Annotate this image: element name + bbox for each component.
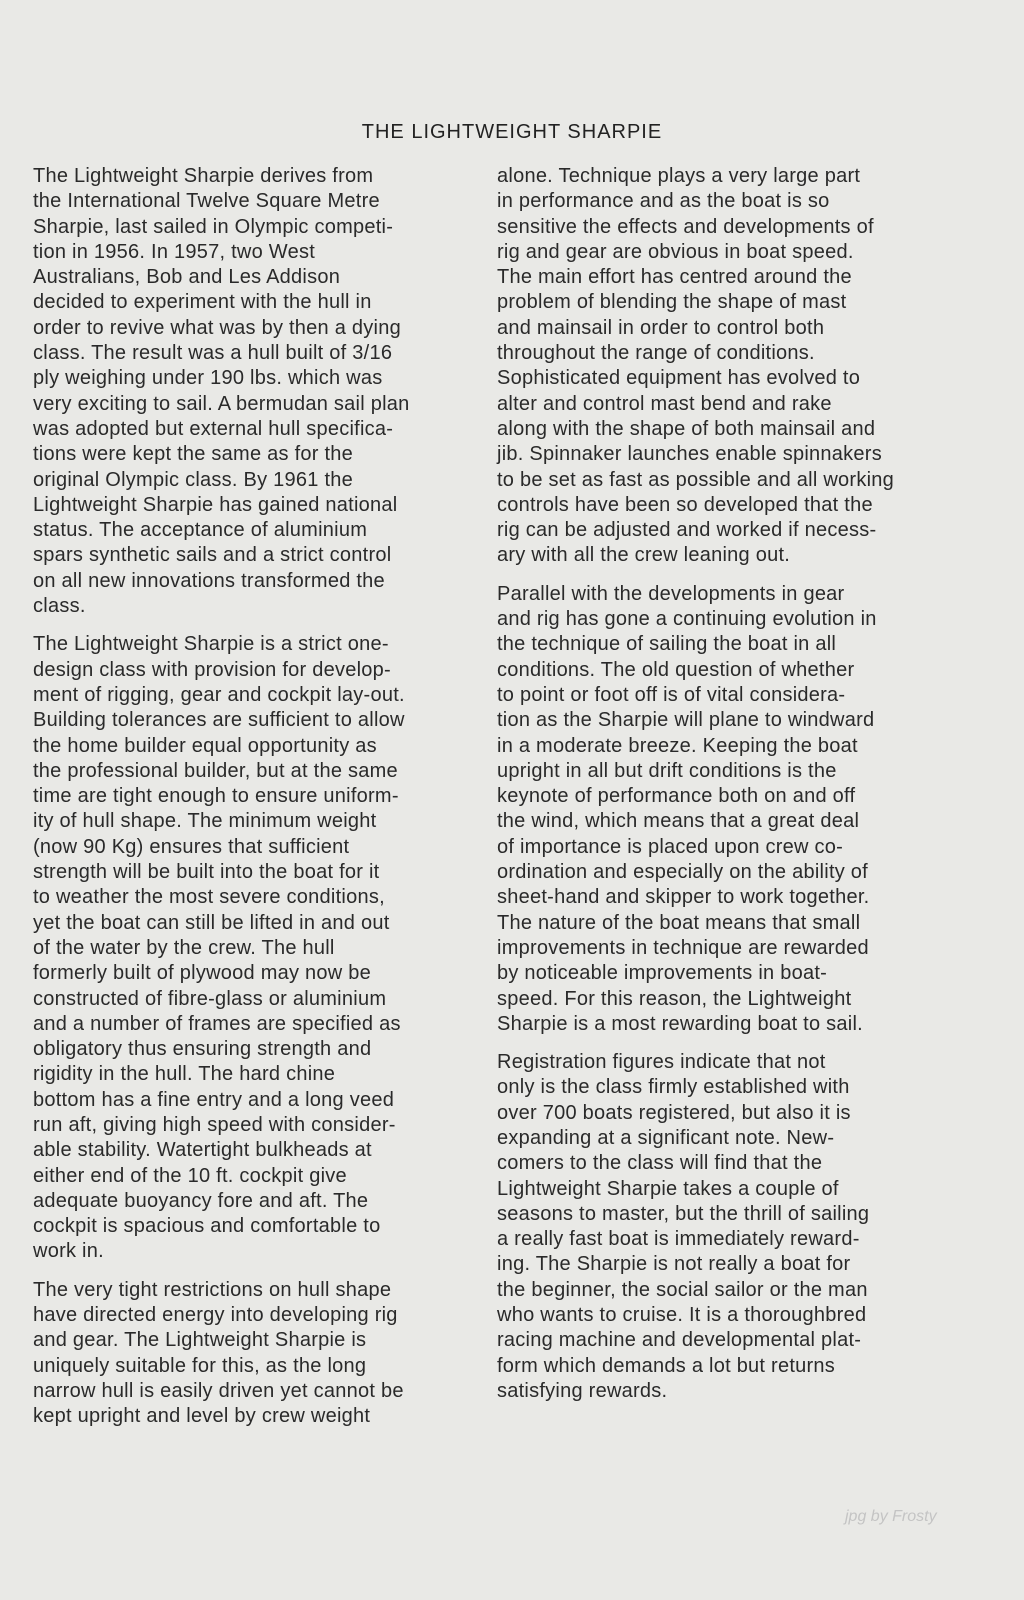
text-line: able stability. Watertight bulkheads at <box>33 1139 372 1162</box>
text-line: ply weighing under 190 lbs. which was <box>33 367 383 390</box>
text-line: Sharpie, last sailed in Olympic competi- <box>33 215 394 238</box>
text-line: run aft, giving high speed with consider- <box>33 1113 396 1136</box>
text-line: rig and gear are obvious in boat speed. <box>497 240 854 263</box>
text-line: Lightweight Sharpie has gained national <box>33 493 398 516</box>
text-line: The nature of the boat means that small <box>497 911 861 934</box>
text-line: original Olympic class. By 1961 the <box>33 468 353 491</box>
text-line: status. The acceptance of aluminium <box>33 519 368 542</box>
text-line: a really fast boat is immediately reward- <box>497 1228 860 1251</box>
text-line: alone. Technique plays a very large part <box>497 165 861 187</box>
text-line: on all new innovations transformed the <box>33 569 385 592</box>
text-line: The Lightweight Sharpie is a strict one- <box>33 633 389 656</box>
text-line: ordination and especially on the ability of <box>497 861 868 884</box>
text-line: upright in all but drift conditions is the <box>497 759 837 782</box>
text-line: conditions. The old question of whether <box>497 658 855 681</box>
text-line: tion in 1956. In 1957, two West <box>33 240 315 263</box>
text-line: Building tolerances are sufficient to allow <box>33 709 405 732</box>
text-line: bottom has a fine entry and a long veed <box>33 1088 395 1111</box>
text-line: spars synthetic sails and a strict control <box>33 544 392 567</box>
text-line: The main effort has centred around the <box>497 266 852 289</box>
page-title: THE LIGHTWEIGHT SHARPIE <box>361 121 663 143</box>
text-line: work in. <box>33 1240 104 1263</box>
text-line: sensitive the effects and developments of <box>497 215 874 238</box>
paragraph <box>497 1050 967 1404</box>
text-line: only is the class firmly established with <box>497 1076 850 1099</box>
text-line: ment of rigging, gear and cockpit lay-out. <box>33 683 405 706</box>
text-line: Parallel with the developments in gear <box>497 582 845 605</box>
text-line: the technique of sailing the boat in all <box>497 633 837 656</box>
text-line: of the water by the crew. The hull <box>33 936 335 959</box>
text-line: cockpit is spacious and comfortable to <box>33 1215 381 1238</box>
text-line: class. The result was a hull built of 3/16 <box>33 342 393 365</box>
text-line: expanding at a significant note. New- <box>497 1126 835 1149</box>
text-line: the professional builder, but at the same <box>33 759 398 782</box>
text-line: racing machine and developmental plat- <box>497 1329 862 1352</box>
text-line: satisfying rewards. <box>497 1379 668 1402</box>
text-line: in performance and as the boat is so <box>497 190 830 213</box>
text-line: the home builder equal opportunity as <box>33 734 377 757</box>
text-line: obligatory thus ensuring strength and <box>33 1038 372 1061</box>
left-column <box>33 164 503 1443</box>
text-line: seasons to master, but the thrill of sailing <box>497 1202 870 1225</box>
paragraph <box>33 164 503 619</box>
text-line: speed. For this reason, the Lightweight <box>497 987 852 1010</box>
right-column <box>497 164 967 1417</box>
text-line: sheet-hand and skipper to work together. <box>497 886 870 909</box>
text-line: yet the boat can still be lifted in and out <box>33 911 390 934</box>
text-line: improvements in technique are rewarded <box>497 936 869 959</box>
text-line: Australians, Bob and Les Addison <box>33 266 341 289</box>
text-line: the International Twelve Square Metre <box>33 190 380 213</box>
text-line: (now 90 Kg) ensures that sufficient <box>33 835 350 858</box>
text-line: rig can be adjusted and worked if necess- <box>497 519 877 542</box>
text-line: along with the shape of both mainsail and <box>497 417 876 440</box>
text-line: the wind, which means that a great deal <box>497 810 860 833</box>
text-line: and rig has gone a continuing evolution in <box>497 608 877 631</box>
text-line: Sharpie is a most rewarding boat to sail. <box>497 1012 863 1035</box>
text-line: either end of the 10 ft. cockpit give <box>33 1164 347 1187</box>
text-line: have directed energy into developing rig <box>33 1304 398 1327</box>
text-line: alter and control mast bend and rake <box>497 392 832 415</box>
text-line: problem of blending the shape of mast <box>497 291 847 314</box>
text-line: uniquely suitable for this, as the long <box>33 1354 367 1377</box>
text-line: order to revive what was by then a dying <box>33 316 401 339</box>
text-line: narrow hull is easily driven yet cannot be <box>33 1379 404 1402</box>
text-line: form which demands a lot but returns <box>497 1354 836 1377</box>
text-line: decided to experiment with the hull in <box>33 291 372 314</box>
text-line: and mainsail in order to control both <box>497 316 825 339</box>
text-line: ity of hull shape. The minimum weight <box>33 810 377 833</box>
text-line: tion as the Sharpie will plane to windward <box>497 709 875 732</box>
text-line: and gear. The Lightweight Sharpie is <box>33 1329 367 1352</box>
text-line: design class with provision for develop- <box>33 658 391 681</box>
text-line: comers to the class will find that the <box>497 1152 823 1175</box>
text-line: Lightweight Sharpie takes a couple of <box>497 1177 839 1200</box>
text-line: Registration figures indicate that not <box>497 1051 826 1074</box>
text-line: to weather the most severe conditions, <box>33 886 385 909</box>
text-line: over 700 boats registered, but also it is <box>497 1101 851 1124</box>
text-line: who wants to cruise. It is a thoroughbred <box>497 1304 867 1327</box>
text-line: the beginner, the social sailor or the man <box>497 1278 868 1301</box>
text-line: in a moderate breeze. Keeping the boat <box>497 734 858 757</box>
text-line: time are tight enough to ensure uniform- <box>33 785 399 808</box>
text-line: and a number of frames are specified as <box>33 1012 401 1035</box>
text-line: kept upright and level by crew weight <box>33 1405 371 1428</box>
text-line: controls have been so developed that the <box>497 493 873 516</box>
watermark: jpg by Frosty <box>845 1508 937 1525</box>
text-line: throughout the range of conditions. <box>497 342 815 365</box>
text-line: constructed of fibre-glass or aluminium <box>33 987 387 1010</box>
text-line: strength will be built into the boat for it <box>33 861 380 884</box>
text-line: rigidity in the hull. The hard chine <box>33 1063 336 1086</box>
text-line: jib. Spinnaker launches enable spinnakers <box>497 443 882 466</box>
paragraph <box>497 164 967 569</box>
text-line: adequate buoyancy fore and aft. The <box>33 1189 369 1212</box>
text-line: ary with all the crew leaning out. <box>497 544 791 567</box>
text-line: was adopted but external hull specifica- <box>33 417 394 440</box>
text-line: tions were kept the same as for the <box>33 443 354 466</box>
paragraph <box>497 582 967 1037</box>
paragraph <box>33 1278 503 1430</box>
text-line: keynote of performance both on and off <box>497 785 856 808</box>
text-line: very exciting to sail. A bermudan sail plan <box>33 392 410 415</box>
text-line: ing. The Sharpie is not really a boat for <box>497 1253 851 1276</box>
text-line: The very tight restrictions on hull shape <box>33 1278 392 1301</box>
text-line: to be set as fast as possible and all working <box>497 468 895 491</box>
text-line: by noticeable improvements in boat- <box>497 962 828 985</box>
text-line: Sophisticated equipment has evolved to <box>497 367 861 390</box>
text-line: to point or foot off is of vital considera- <box>497 683 846 706</box>
text-line: of importance is placed upon crew co- <box>497 835 844 858</box>
text-line: The Lightweight Sharpie derives from <box>33 165 374 187</box>
text-line: class. <box>33 595 86 618</box>
text-line: formerly built of plywood may now be <box>33 962 372 985</box>
paragraph <box>33 632 503 1264</box>
